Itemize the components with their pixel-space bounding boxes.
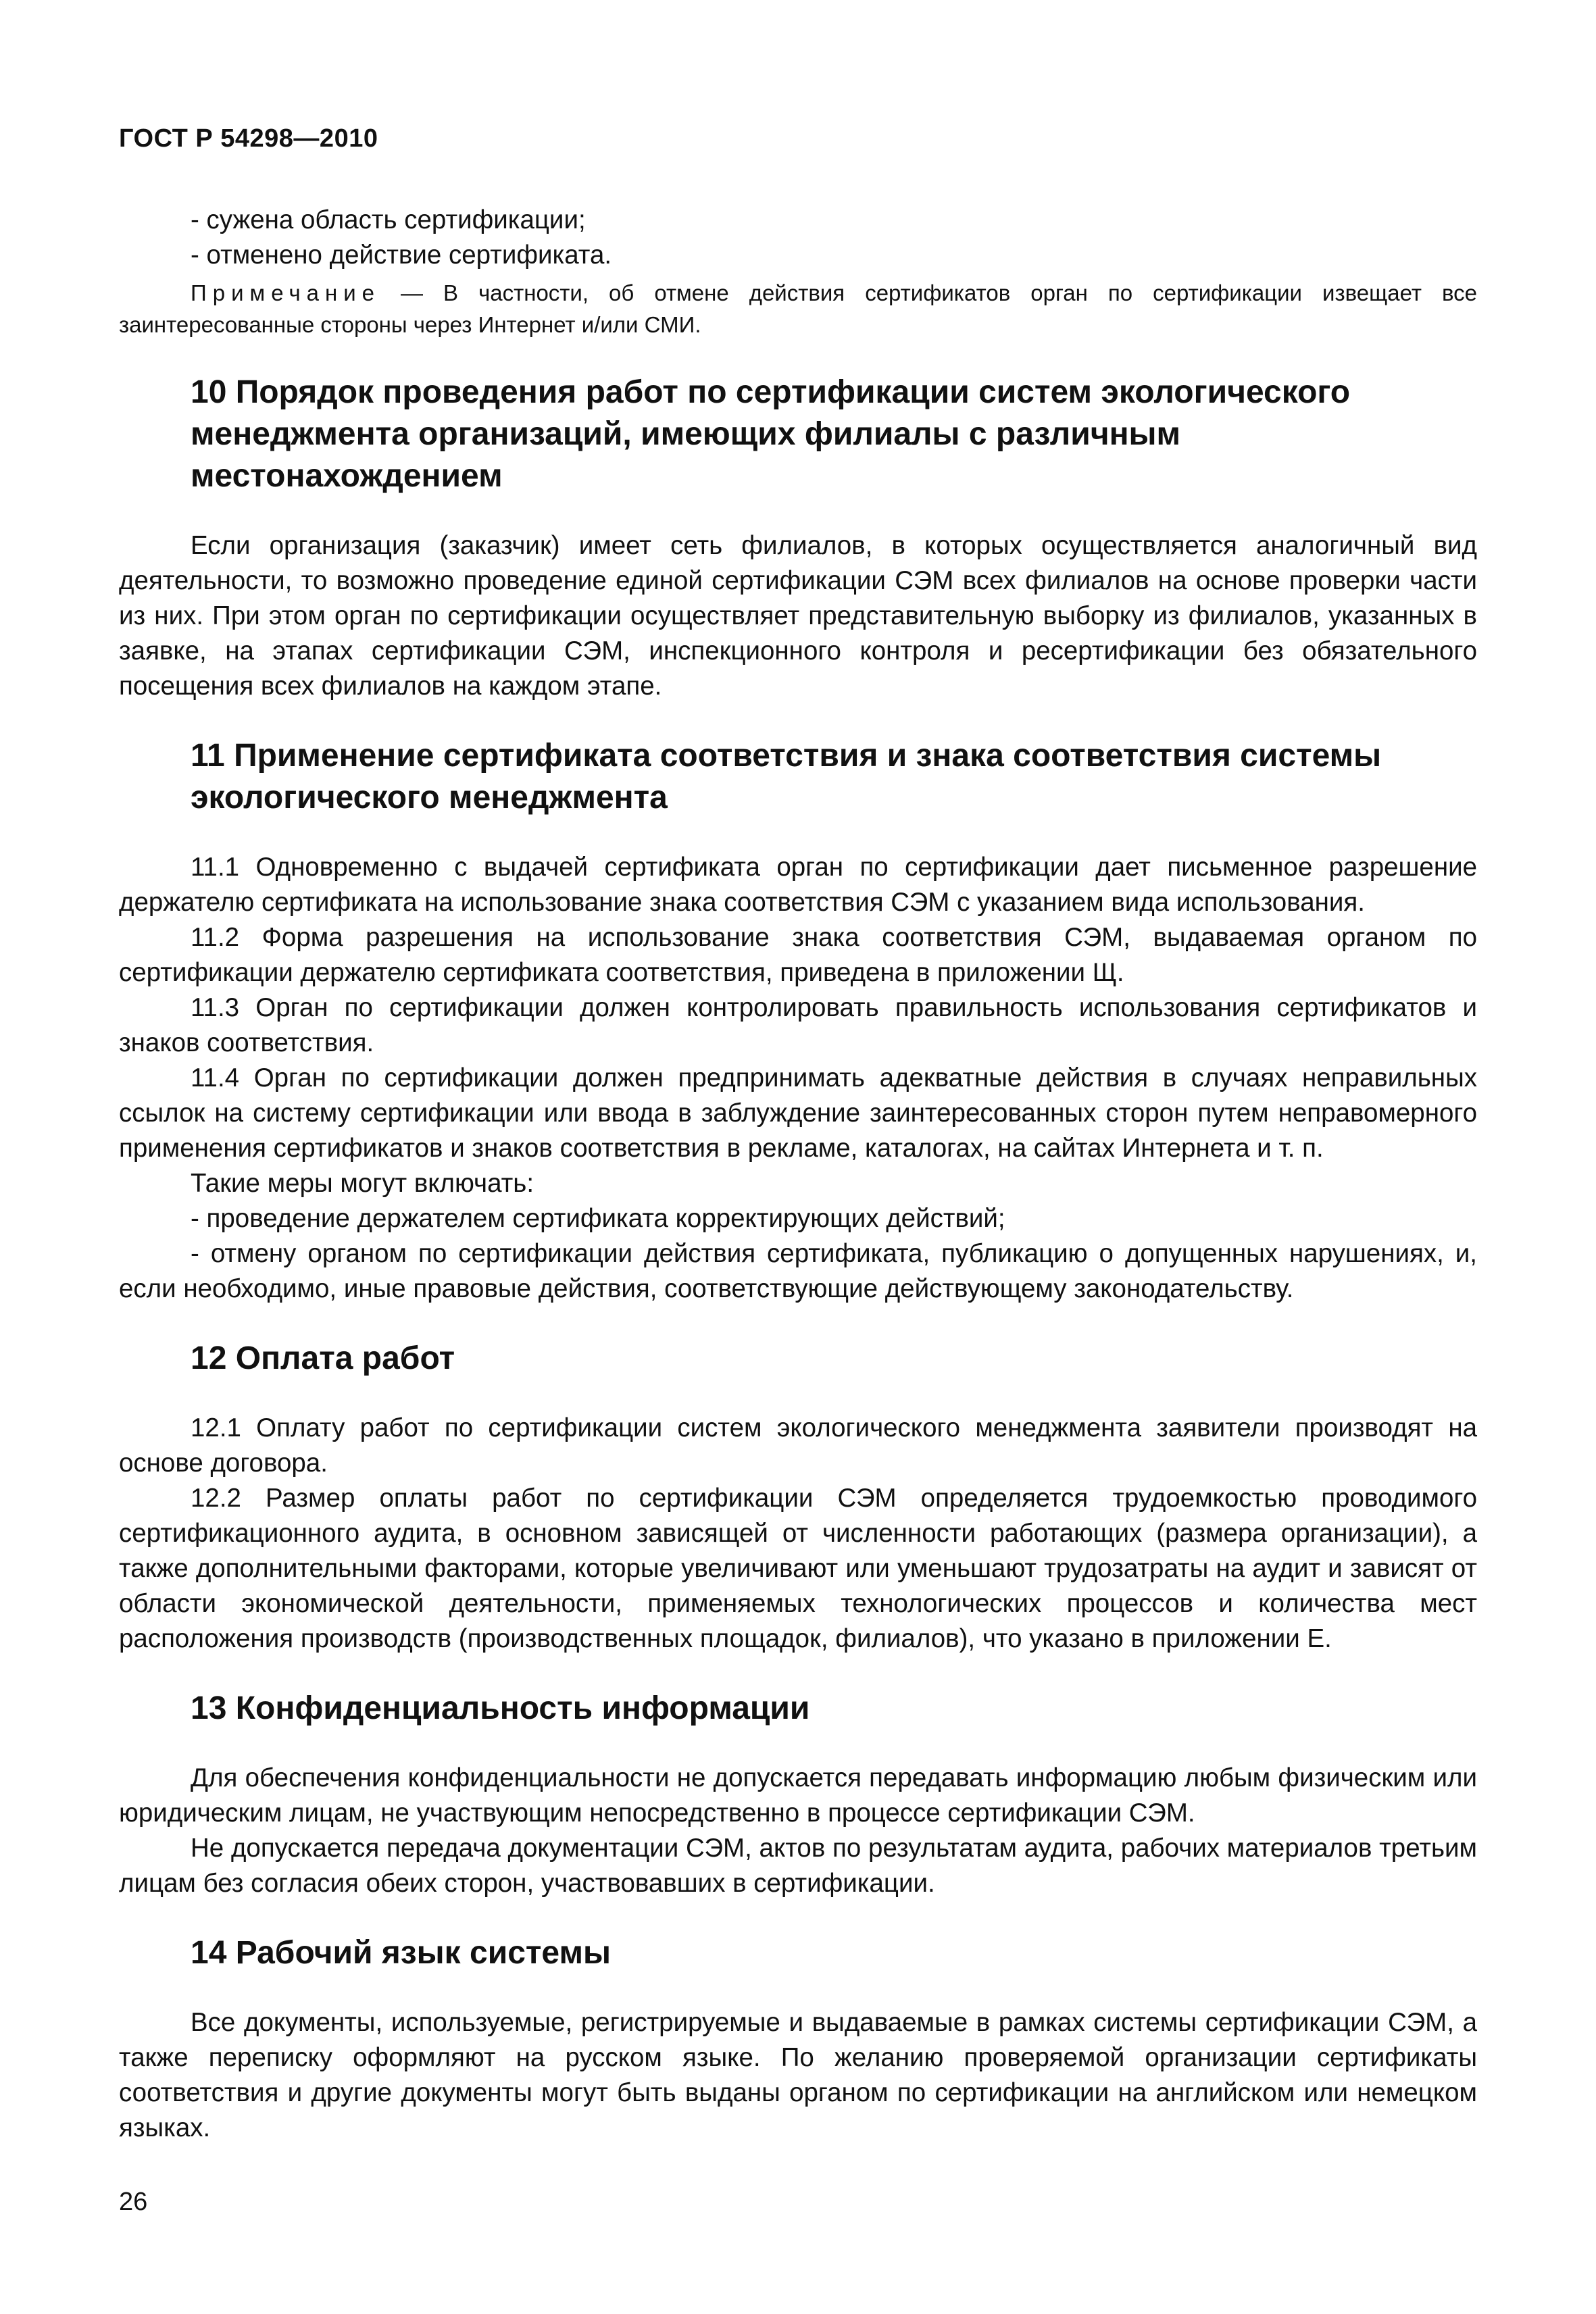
section-12-paragraph: 12.1 Оплату работ по сертификации систем экологического менеджмента заявители производят на основе договора. [119,1413,1477,1478]
section-10-heading: 10 Порядок проведения работ по сертификации систем экологического менеджмента организаций, имеющих филиалы с различным местонахождением [191,374,1351,494]
section-13-paragraph: Не допускается передача документации СЭМ, актов по результатам аудита, рабочих материалов третьим лицам без согласия обеих сторон, участвовавших в сертификации. [119,1834,1477,1898]
page-number: 26 [119,2188,148,2216]
note-text: — В частности, об отмене действия сертификатов орган по сертификации извещает все заинтересованные стороны через Интернет и/или СМИ. [119,280,1477,337]
section-14-paragraph: Все документы, используемые, регистрируемые и выдаваемые в рамках системы сертификации СЭМ, а также переписку оформляют на русском языке. По желанию проверяемой организации сертификаты соответствия и другие документы могут быть выданы органом по сертификации на английском или немецком языках. [119,2008,1477,2142]
section-11-list-item: - отмену органом по сертификации действия сертификата, публикацию о допущенных нарушениях, и, если необходимо, иные правовые действия, соответствующие действующему законодательству. [119,1239,1477,1303]
document-id-header: ГОСТ Р 54298—2010 [119,124,378,153]
page-content [119,203,1477,2146]
section-14-heading: 14 Рабочий язык системы [191,1935,611,1971]
intro-list-item: - отменено действие сертификата. [191,241,612,270]
section-13-paragraph: Для обеспечения конфиденциальности не допускается передавать информацию любым физическим или юридическим лицам, не участвующим непосредственно в процессе сертификации СЭМ. [119,1763,1477,1828]
section-13-heading: 13 Конфиденциальность информации [191,1690,810,1726]
section-11-paragraph: 11.3 Орган по сертификации должен контролировать правильность использования сертификатов и знаков соответствия. [119,993,1477,1057]
section-11-paragraph: 11.4 Орган по сертификации должен предпринимать адекватные действия в случаях неправильных ссылок на систему сертификации или ввода в заблуждение заинтересованных сторон путем неправомерного применения сертификатов и знаков соответствия в рекламе, каталогах, на сайтах Интернета и т. п. [119,1063,1477,1163]
intro-list-item: - сужена область сертификации; [191,205,586,234]
note-label: Примечание [191,280,381,305]
note-paragraph [119,277,1477,341]
section-12-heading: 12 Оплата работ [191,1340,455,1376]
section-11-paragraph: Такие меры могут включать: [191,1169,534,1198]
section-11-list-item: - проведение держателем сертификата корректирующих действий; [191,1204,1005,1233]
section-12-paragraph: 12.2 Размер оплаты работ по сертификации СЭМ определяется трудоемкостью проводимого сертификационного аудита, в основном зависящей от численности работающих (размера организации), а также дополнительными факторами, которые увеличивают или уменьшают трудозатраты на аудит и зависят от области экономической деятельности, применяемых технологических процессов и количества мест расположения производств (производственных площадок, филиалов), что указано в приложении Е. [119,1484,1477,1653]
section-11-heading: 11 Применение сертификата соответствия и знака соответствия системы экологического менеджмента [191,738,1382,815]
section-11-paragraph: 11.1 Одновременно с выдачей сертификата орган по сертификации дает письменное разрешение держателю сертификата на использование знака соответствия СЭМ с указанием вида использования. [119,853,1477,917]
section-10-paragraph: Если организация (заказчик) имеет сеть филиалов, в которых осуществляется аналогичный вид деятельности, то возможно проведение единой сертификации СЭМ всех филиалов на основе проверки части из них. При этом орган по сертификации осуществляет представительную выборку из филиалов, указанных в заявке, на этапах сертификации СЭМ, инспекционного контроля и ресертификации без обязательного посещения всех филиалов на каждом этапе. [119,531,1477,701]
section-11-paragraph: 11.2 Форма разрешения на использование знака соответствия СЭМ, выдаваемая органом по сертификации держателю сертификата соответствия, приведена в приложении Щ. [119,923,1477,987]
